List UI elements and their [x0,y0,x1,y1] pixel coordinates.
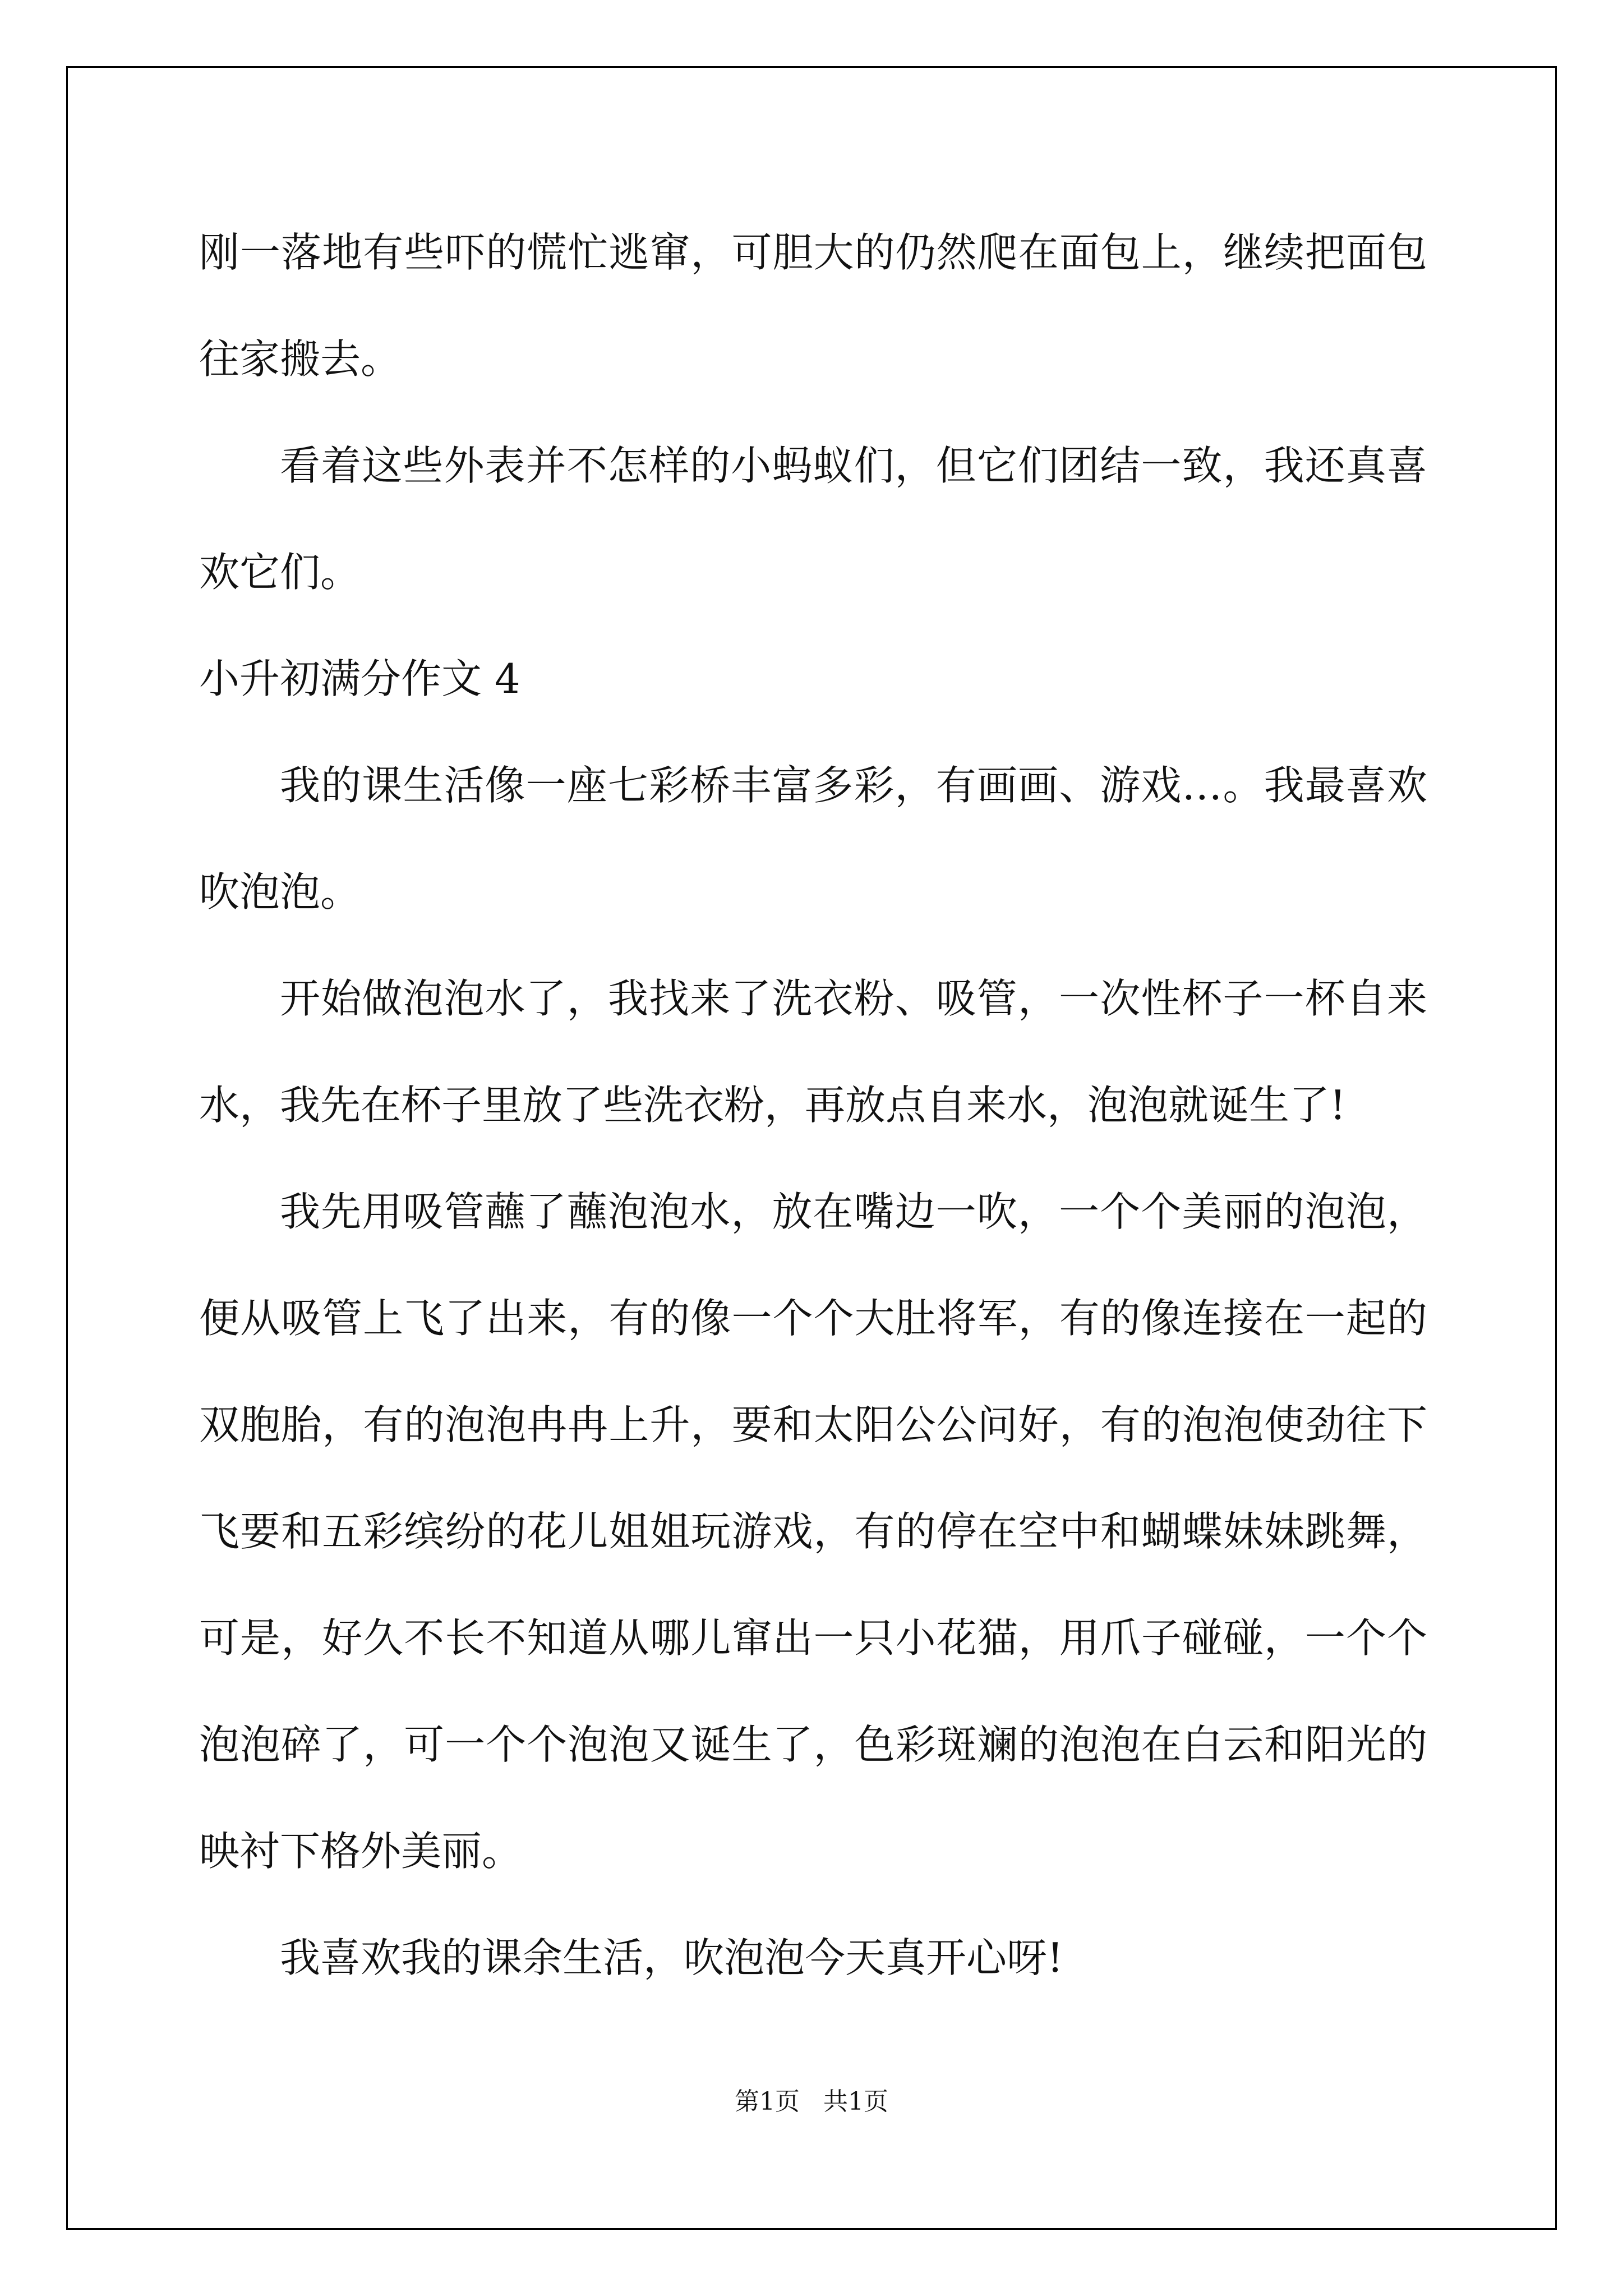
page-footer [0,2081,1623,2117]
paragraph: 我的课生活像一座七彩桥丰富多彩，有画画、游戏…。我最喜欢吹泡泡。 [199,762,1427,915]
paragraph: 刚一落地有些吓的慌忙逃窜，可胆大的仍然爬在面包上，继续把面包往家搬去。 [199,229,1427,383]
document-body [199,199,1427,2011]
page-number: 第1页 [735,2087,800,2116]
section-heading: 小升初满分作文 4 [199,655,520,702]
page-total: 共1页 [823,2087,888,2116]
paragraph: 开始做泡泡水了，我找来了洗衣粉、吸管，一次性杯子一杯自来水，我先在杯子里放了些洗衣粉，再放点自来水，泡泡就诞生了! [199,975,1427,1129]
paragraph: 看着这些外表并不怎样的小蚂蚁们，但它们团结一致，我还真喜欢它们。 [199,442,1427,596]
paragraph: 我先用吸管蘸了蘸泡泡水，放在嘴边一吹，一个个美丽的泡泡，便从吸管上飞了出来，有的像一个个大肚将军，有的像连接在一起的双胞胎，有的泡泡冉冉上升，要和太阳公公问好，有的泡泡使劲往下飞要和五彩缤纷的花儿姐姐玩游戏，有的停在空中和蝴蝶妹妹跳舞，可是，好久不长不知道从哪儿窜出一只小花猫，用爪子碰碰，一个个泡泡碎了，可一个个泡泡又诞生了，色彩斑斓的泡泡在白云和阳光的映衬下格外美丽。 [199,1188,1427,1875]
paragraph: 我喜欢我的课余生活，吹泡泡今天真开心呀! [280,1934,1063,1981]
